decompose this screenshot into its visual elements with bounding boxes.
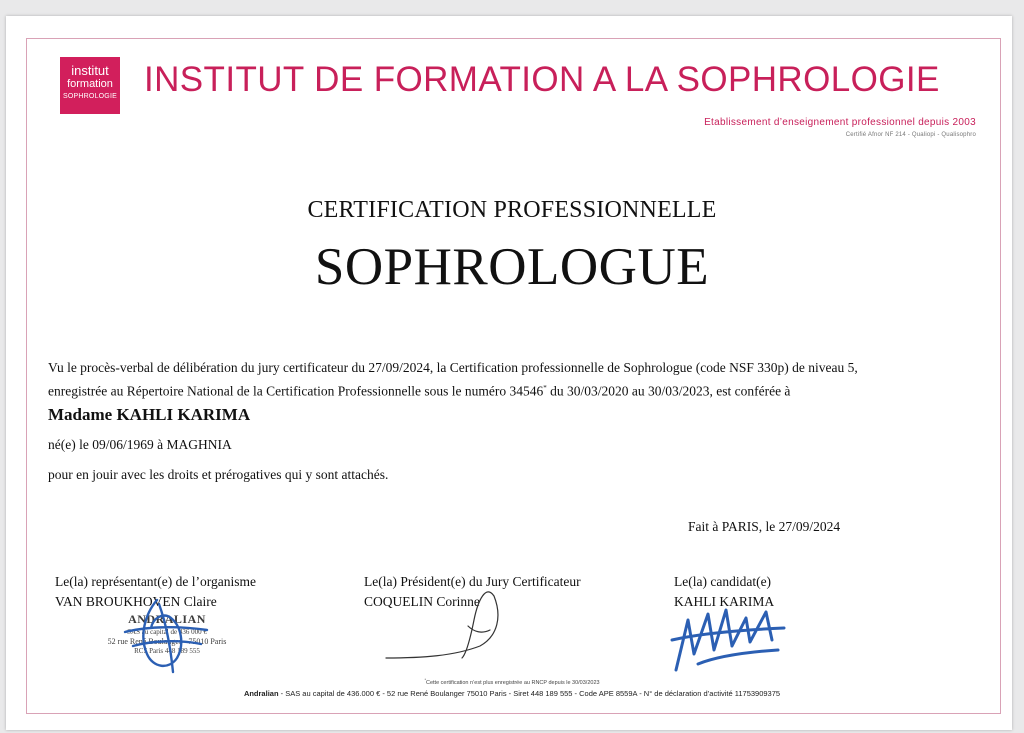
footer-details: - SAS au capital de 436.000 € - 52 rue René Boulanger 75010 Paris - Siret 448 189 555 - Code APE 8559A - N° de déclaration d’activité 11753909375 <box>278 689 781 698</box>
institute-subtitle: Etablissement d’enseignement professionnel depuis 2003 <box>704 117 976 128</box>
deliberation-paragraph <box>48 357 928 402</box>
paragraph-line-2: enregistrée au Répertoire National de la Certification Professionnelle sous le numéro 34546* du 30/03/2020 au 30/03/2023, est conférée à <box>48 383 791 399</box>
candidate-role: Le(la) candidat(e) <box>674 574 772 589</box>
birth-info: né(e) le 09/06/1969 à MAGHNIA <box>48 437 232 452</box>
candidate-name: KAHLI KARIMA <box>674 594 775 609</box>
institute-title: INSTITUT DE FORMATION A LA SOPHROLOGIE <box>144 60 940 99</box>
certification-title: SOPHROLOGUE <box>314 238 710 296</box>
institute-logo: institut formation SOPHROLOGIE <box>60 57 120 114</box>
rights-statement: pour en jouir avec les droits et prérogatives qui y sont attachés. <box>48 467 389 482</box>
company-stamp: ANDRALIAN SAS au capital de 436 000 € 52 rue René Boulanger - 75010 Paris RCS Paris 448 189 555 <box>107 612 227 655</box>
president-name: COQUELIN Corinne <box>364 594 480 609</box>
representative-name: VAN BROUKHOVEN Claire <box>55 594 217 609</box>
footer-company: Andralian <box>243 689 279 698</box>
recipient-name: Madame KAHLI KARIMA <box>48 405 251 424</box>
place-and-date: Fait à PARIS, le 27/09/2024 <box>688 519 841 534</box>
president-signature <box>382 586 512 662</box>
president-role: Le(la) Président(e) du Jury Certificateur <box>364 574 581 589</box>
representative-signature <box>115 596 215 676</box>
paragraph-line-1: Vu le procès-verbal de délibération du jury certificateur du 27/09/2024, la Certification professionnelle de Sophrologue (code NSF 330p) de niveau 5, <box>48 360 858 375</box>
candidate-signature <box>668 600 788 674</box>
certification-type: CERTIFICATION PROFESSIONNELLE <box>307 197 717 223</box>
rncp-footnote: *Cette certification n’est plus enregistrée au RNCP depuis le 30/03/2023 <box>424 677 600 686</box>
institute-certifications: Certifié Afnor NF 214 - Qualiopi - Qualisophro <box>845 132 976 138</box>
legal-footer <box>0 689 1024 698</box>
representative-role: Le(la) représentant(e) de l’organisme <box>55 574 257 589</box>
